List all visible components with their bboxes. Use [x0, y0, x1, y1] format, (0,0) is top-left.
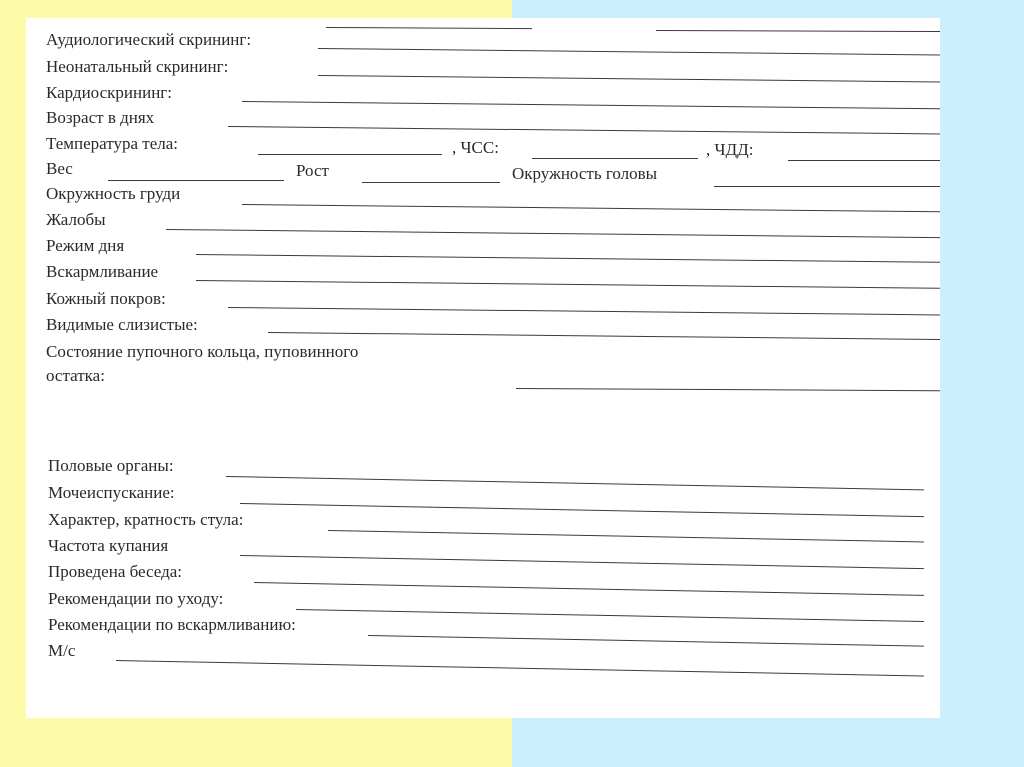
fill-line-mucous-membranes[interactable]: [268, 332, 940, 340]
label-feeding-recommendations: Рекомендации по вскармливанию:: [48, 615, 296, 634]
fill-line-audiological-screening[interactable]: [318, 48, 940, 56]
label-feeding: Вскармливание: [46, 262, 159, 281]
fill-line-chest-circumference[interactable]: [242, 204, 940, 212]
fill-line-urination[interactable]: [240, 503, 924, 517]
label-complaints: Жалобы: [46, 210, 106, 229]
label-conversation: Проведена беседа:: [48, 562, 182, 581]
fill-line[interactable]: [656, 30, 940, 32]
label-umbilical-state-line1: Состояние пупочного кольца, пуповинного: [46, 342, 359, 361]
label-body-temperature: Температура тела:: [46, 134, 179, 153]
label-stool: Характер, кратность стула:: [48, 510, 244, 529]
label-audiological-screening: Аудиологический скрининг:: [46, 30, 252, 49]
fill-line-cardio-screening[interactable]: [242, 101, 940, 109]
fill-line-stool[interactable]: [328, 530, 924, 542]
label-bathing-frequency: Частота купания: [48, 536, 169, 555]
label-height: Рост: [296, 161, 329, 180]
fill-line-genitals[interactable]: [226, 476, 924, 490]
fill-line-bathing-frequency[interactable]: [240, 555, 924, 569]
label-head-circumference: Окружность головы: [512, 164, 658, 183]
fill-line-feeding[interactable]: [196, 280, 940, 289]
form-sheet: [26, 18, 940, 718]
label-mucous-membranes: Видимые слизистые:: [46, 315, 198, 334]
fill-line-skin[interactable]: [228, 307, 940, 315]
label-chest-circumference: Окружность груди: [46, 184, 181, 203]
fill-line-age-days[interactable]: [228, 126, 940, 134]
label-genitals: Половые органы:: [48, 456, 174, 475]
label-age-days: Возраст в днях: [46, 108, 155, 127]
fill-line-nurse[interactable]: [116, 660, 924, 677]
label-weight: Вес: [46, 159, 73, 178]
fill-line-heart-rate[interactable]: [532, 158, 698, 159]
label-nurse: М/с: [48, 641, 76, 660]
fill-line-umbilical-state[interactable]: [516, 388, 940, 391]
label-umbilical-state-line2: остатка:: [46, 366, 105, 385]
label-daily-regime: Режим дня: [46, 236, 125, 255]
fill-line-respiratory-rate[interactable]: [788, 160, 940, 161]
fill-line-daily-regime[interactable]: [196, 254, 940, 263]
fill-line-head-circumference[interactable]: [714, 186, 940, 187]
label-respiratory-rate: , ЧДД:: [706, 140, 754, 159]
fill-line-height[interactable]: [362, 182, 500, 183]
fill-line-conversation[interactable]: [254, 582, 924, 596]
label-skin: Кожный покров:: [46, 289, 166, 308]
label-care-recommendations: Рекомендации по уходу:: [48, 589, 224, 608]
fill-line-complaints[interactable]: [166, 229, 940, 238]
label-cardio-screening: Кардиоскрининг:: [46, 83, 172, 102]
fill-line-feeding-recommendations[interactable]: [368, 635, 924, 647]
fill-line[interactable]: [326, 27, 532, 29]
fill-line-body-temperature[interactable]: [258, 154, 442, 155]
fill-line-weight[interactable]: [108, 180, 284, 181]
label-urination: Мочеиспускание:: [48, 483, 175, 502]
fill-line-care-recommendations[interactable]: [296, 609, 924, 622]
label-heart-rate: , ЧСС:: [452, 138, 499, 157]
fill-line-neonatal-screening[interactable]: [318, 75, 940, 83]
label-neonatal-screening: Неонатальный скрининг:: [46, 57, 229, 76]
